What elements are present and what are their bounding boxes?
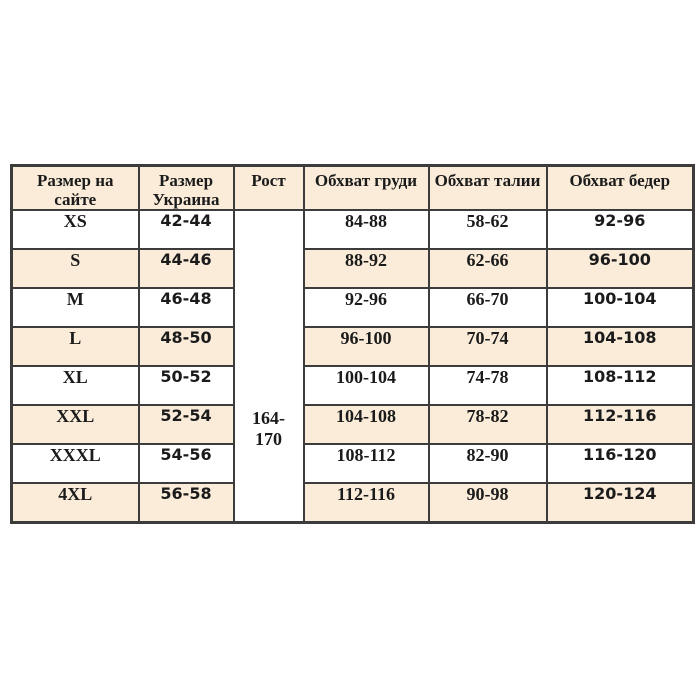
column-header-chest: Обхват груди bbox=[304, 166, 429, 211]
cell-waist: 82-90 bbox=[429, 444, 547, 483]
cell-hips: 92-96 bbox=[547, 210, 694, 249]
cell-size-site: M bbox=[12, 288, 139, 327]
cell-size-ukraine: 50-52 bbox=[139, 366, 234, 405]
cell-waist: 58-62 bbox=[429, 210, 547, 249]
cell-hips: 96-100 bbox=[547, 249, 694, 288]
cell-hips: 116-120 bbox=[547, 444, 694, 483]
cell-chest: 100-104 bbox=[304, 366, 429, 405]
size-chart-table bbox=[10, 164, 695, 524]
cell-height-merged: 164-170 bbox=[234, 210, 304, 522]
cell-waist: 70-74 bbox=[429, 327, 547, 366]
cell-waist: 66-70 bbox=[429, 288, 547, 327]
cell-size-site: XXXL bbox=[12, 444, 139, 483]
table-row-m bbox=[12, 288, 694, 327]
table-row-xxxl bbox=[12, 444, 694, 483]
cell-waist: 78-82 bbox=[429, 405, 547, 444]
cell-chest: 96-100 bbox=[304, 327, 429, 366]
cell-chest: 104-108 bbox=[304, 405, 429, 444]
cell-chest: 112-116 bbox=[304, 483, 429, 522]
cell-size-site: 4XL bbox=[12, 483, 139, 522]
column-header-waist: Обхват талии bbox=[429, 166, 547, 211]
cell-hips: 104-108 bbox=[547, 327, 694, 366]
cell-size-site: XL bbox=[12, 366, 139, 405]
cell-hips: 120-124 bbox=[547, 483, 694, 522]
column-header-size-ukraine: Размер Украина bbox=[139, 166, 234, 211]
cell-hips: 112-116 bbox=[547, 405, 694, 444]
cell-size-ukraine: 54-56 bbox=[139, 444, 234, 483]
cell-size-site: XS bbox=[12, 210, 139, 249]
column-header-hips: Обхват бедер bbox=[547, 166, 694, 211]
column-header-height: Рост bbox=[234, 166, 304, 211]
cell-chest: 84-88 bbox=[304, 210, 429, 249]
cell-hips: 100-104 bbox=[547, 288, 694, 327]
table-row-s bbox=[12, 249, 694, 288]
cell-size-ukraine: 48-50 bbox=[139, 327, 234, 366]
table-header-row bbox=[12, 166, 694, 211]
column-header-size-site: Размер на сайте bbox=[12, 166, 139, 211]
cell-size-ukraine: 56-58 bbox=[139, 483, 234, 522]
cell-hips: 108-112 bbox=[547, 366, 694, 405]
cell-waist: 74-78 bbox=[429, 366, 547, 405]
cell-size-ukraine: 46-48 bbox=[139, 288, 234, 327]
cell-chest: 108-112 bbox=[304, 444, 429, 483]
cell-chest: 88-92 bbox=[304, 249, 429, 288]
table-row-xs bbox=[12, 210, 694, 249]
table-row-l bbox=[12, 327, 694, 366]
table-row-4xl bbox=[12, 483, 694, 522]
cell-size-ukraine: 44-46 bbox=[139, 249, 234, 288]
cell-size-site: S bbox=[12, 249, 139, 288]
cell-chest: 92-96 bbox=[304, 288, 429, 327]
cell-size-site: L bbox=[12, 327, 139, 366]
cell-size-site: XXL bbox=[12, 405, 139, 444]
cell-size-ukraine: 52-54 bbox=[139, 405, 234, 444]
table-row-xl bbox=[12, 366, 694, 405]
cell-size-ukraine: 42-44 bbox=[139, 210, 234, 249]
cell-waist: 62-66 bbox=[429, 249, 547, 288]
table-row-xxl bbox=[12, 405, 694, 444]
cell-waist: 90-98 bbox=[429, 483, 547, 522]
